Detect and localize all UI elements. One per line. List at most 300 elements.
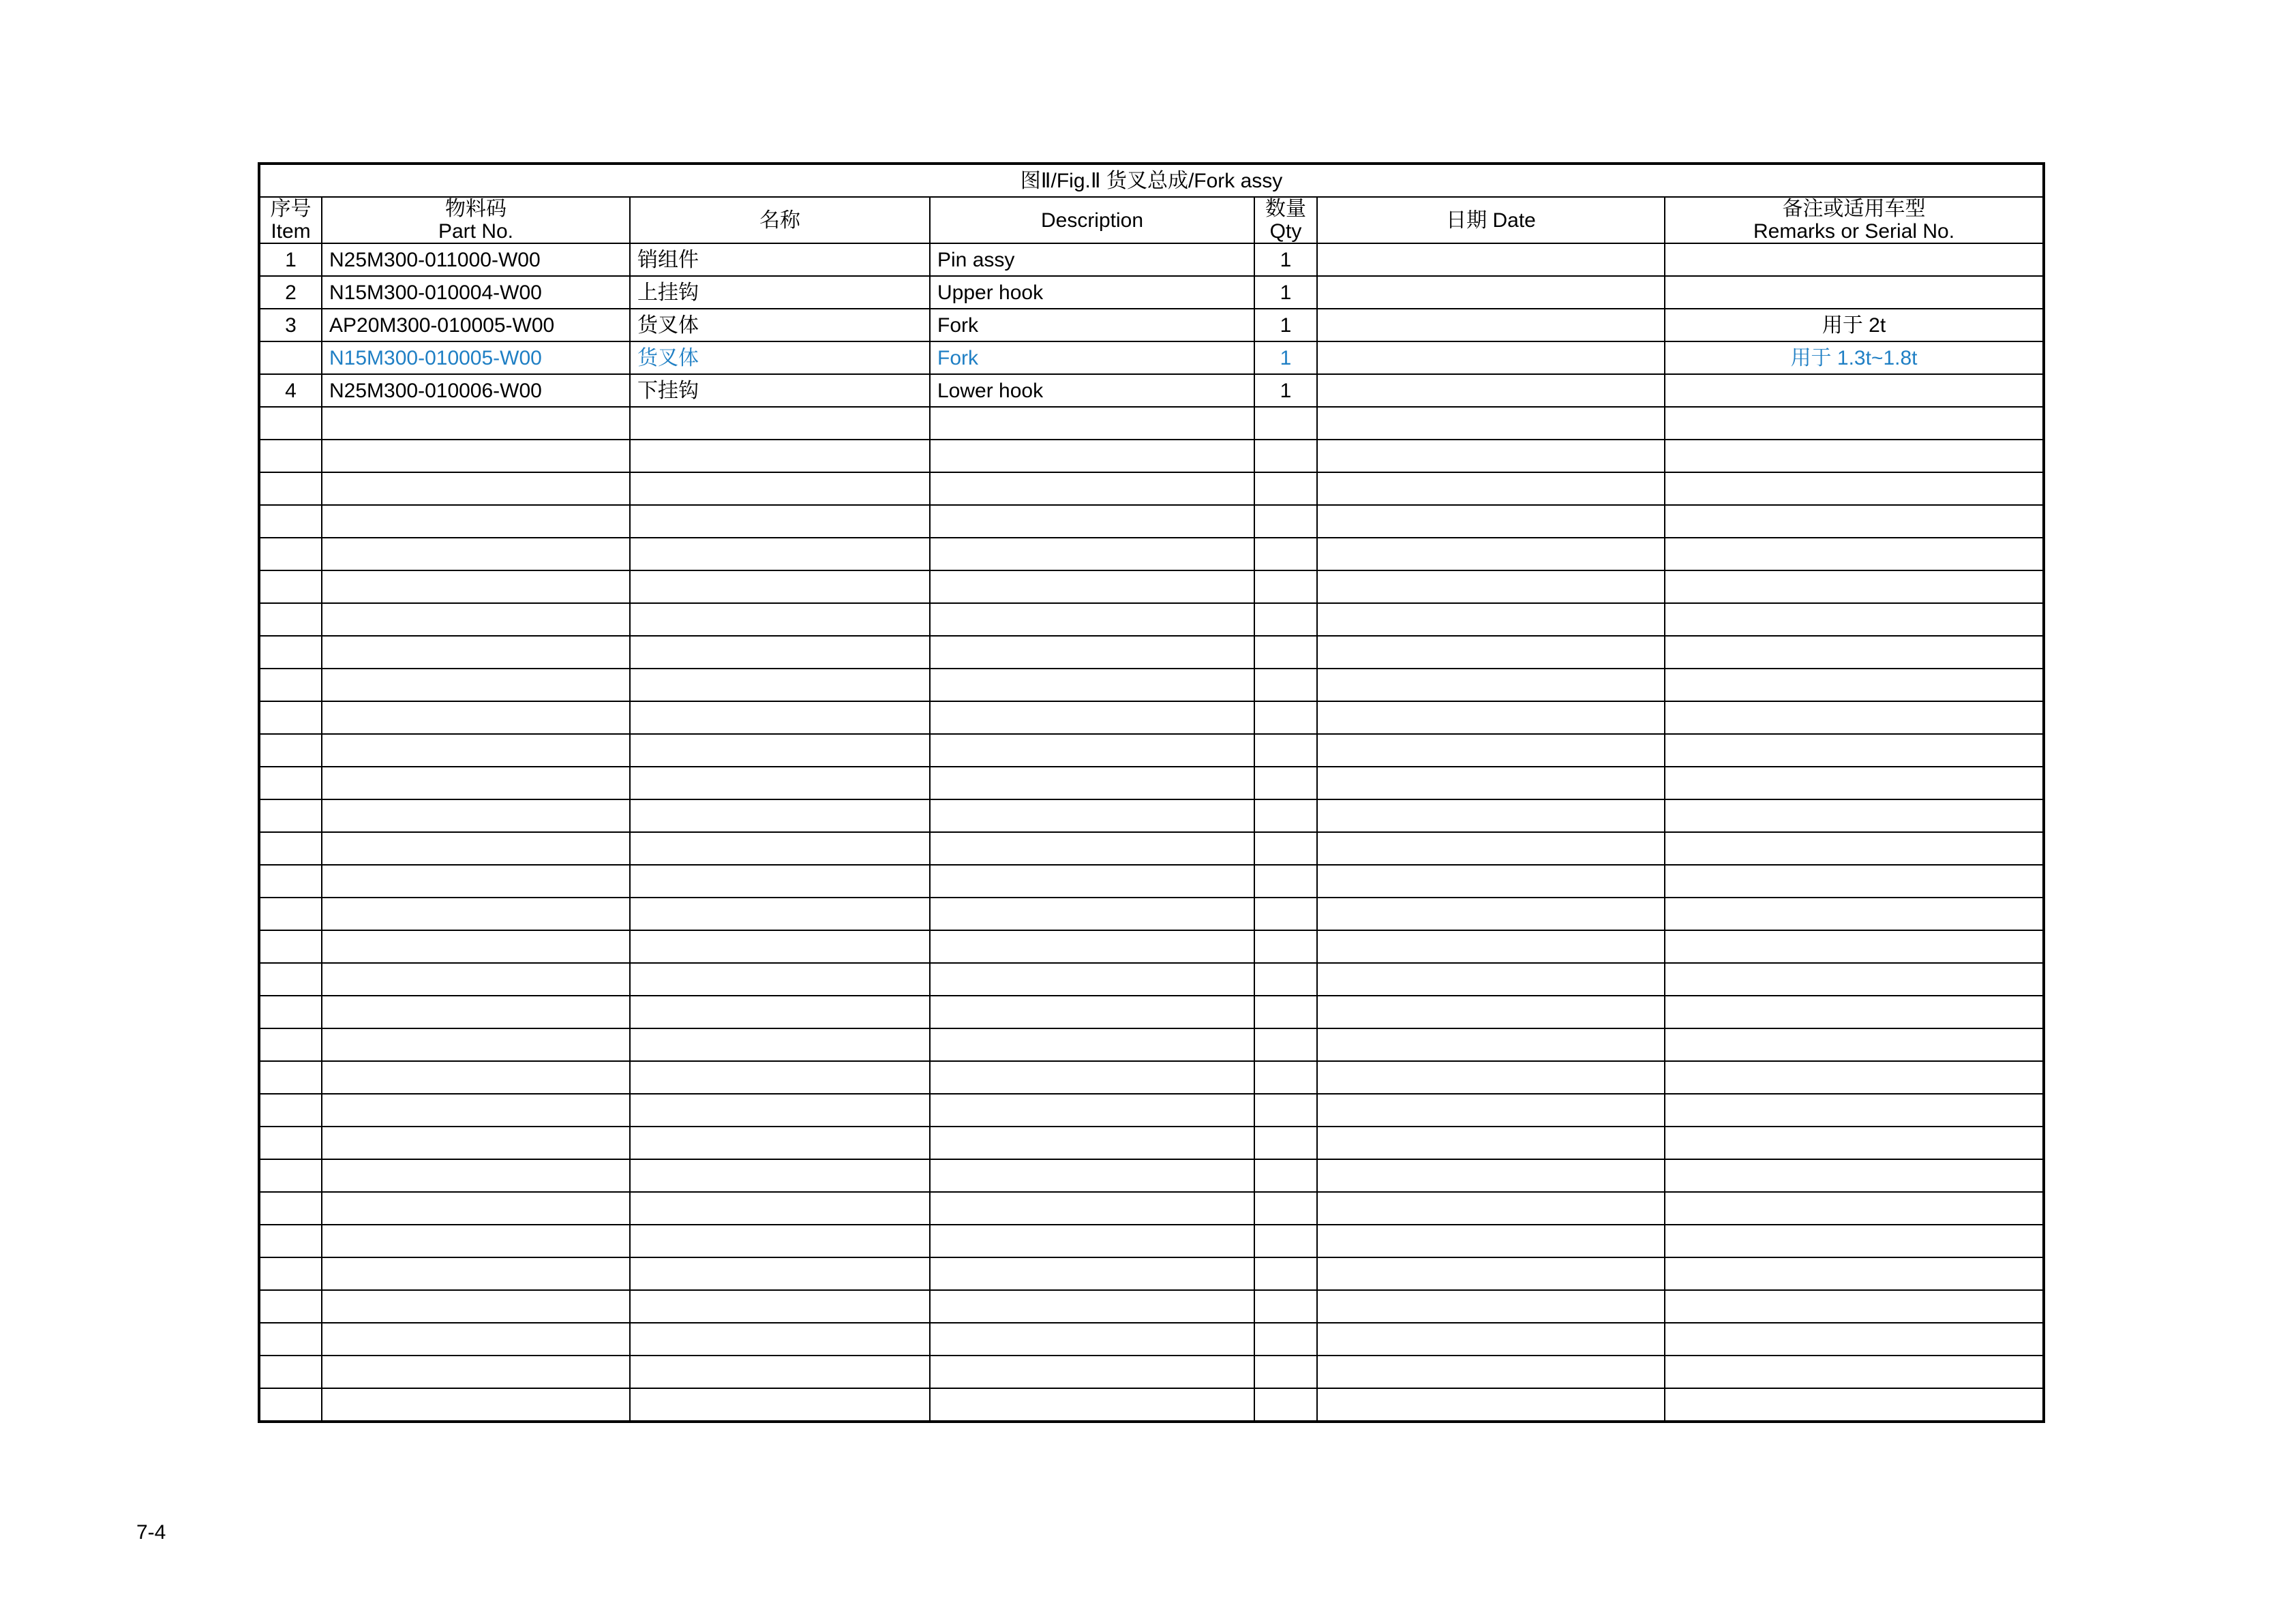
cell-empty	[322, 734, 630, 767]
cell-empty	[1317, 734, 1665, 767]
column-header-part-no	[322, 197, 630, 243]
table-row-empty	[259, 570, 2044, 603]
cell-empty	[259, 832, 322, 865]
column-header-item-line2: Item	[271, 220, 311, 243]
parts-list-table-container	[258, 162, 2042, 1423]
cell-empty	[630, 1192, 930, 1225]
cell-item: 3	[259, 309, 322, 341]
table-row	[259, 341, 2044, 374]
cell-empty	[259, 1094, 322, 1127]
cell-empty	[322, 538, 630, 570]
cell-empty	[259, 865, 322, 898]
table-title-row	[259, 164, 2044, 197]
cell-empty	[930, 701, 1254, 734]
table-row-empty	[259, 1225, 2044, 1257]
cell-empty	[630, 1290, 930, 1323]
cell-empty	[259, 767, 322, 799]
cell-empty	[630, 407, 930, 440]
cell-empty	[930, 767, 1254, 799]
cell-empty	[322, 1159, 630, 1192]
cell-empty	[630, 799, 930, 832]
column-header-item	[259, 197, 322, 243]
cell-empty	[930, 636, 1254, 669]
cell-empty	[1317, 1159, 1665, 1192]
cell-empty	[322, 767, 630, 799]
cell-empty	[322, 1356, 630, 1388]
cell-qty: 1	[1254, 309, 1317, 341]
cell-empty	[930, 1159, 1254, 1192]
cell-description: Fork	[930, 309, 1254, 341]
cell-qty: 1	[1254, 341, 1317, 374]
cell-empty	[630, 1257, 930, 1290]
table-header-row	[259, 197, 2044, 243]
cell-empty	[322, 1127, 630, 1159]
column-header-description-line1: Description	[1040, 209, 1144, 232]
cell-empty	[630, 603, 930, 636]
cell-empty	[1254, 1356, 1317, 1388]
cell-empty	[1665, 1127, 2044, 1159]
cell-remarks: 用于 1.3t~1.8t	[1665, 341, 2044, 374]
cell-description: Pin assy	[930, 243, 1254, 276]
cell-empty	[1317, 1225, 1665, 1257]
cell-date	[1317, 309, 1665, 341]
column-header-date	[1317, 197, 1665, 243]
cell-empty	[1317, 1127, 1665, 1159]
cell-remarks	[1665, 243, 2044, 276]
cell-empty	[259, 963, 322, 996]
cell-empty	[1254, 963, 1317, 996]
cell-empty	[1254, 1127, 1317, 1159]
cell-empty	[930, 1225, 1254, 1257]
cell-empty	[1665, 603, 2044, 636]
cell-empty	[930, 1323, 1254, 1356]
cell-empty	[930, 898, 1254, 930]
cell-empty	[322, 636, 630, 669]
cell-empty	[630, 963, 930, 996]
cell-empty	[322, 963, 630, 996]
cell-empty	[322, 832, 630, 865]
table-row-empty	[259, 636, 2044, 669]
column-header-remarks-line2: Remarks or Serial No.	[1753, 220, 1955, 243]
cell-date	[1317, 374, 1665, 407]
cell-empty	[259, 799, 322, 832]
cell-empty	[1254, 1094, 1317, 1127]
cell-empty	[1317, 603, 1665, 636]
cell-empty	[630, 865, 930, 898]
cell-empty	[1665, 1323, 2044, 1356]
cell-empty	[1317, 1356, 1665, 1388]
cell-empty	[322, 603, 630, 636]
column-header-description	[930, 197, 1254, 243]
cell-empty	[1665, 1225, 2044, 1257]
cell-part-no: N15M300-010004-W00	[322, 276, 630, 309]
cell-empty	[630, 1225, 930, 1257]
cell-date	[1317, 341, 1665, 374]
cell-empty	[259, 1061, 322, 1094]
cell-empty	[1665, 930, 2044, 963]
cell-empty	[930, 1356, 1254, 1388]
cell-empty	[1254, 930, 1317, 963]
cell-empty	[1665, 440, 2044, 472]
cell-empty	[322, 1257, 630, 1290]
cell-empty	[1665, 1192, 2044, 1225]
cell-empty	[1254, 1192, 1317, 1225]
cell-empty	[322, 1225, 630, 1257]
cell-empty	[322, 1094, 630, 1127]
cell-empty	[259, 440, 322, 472]
table-row-empty	[259, 440, 2044, 472]
cell-empty	[1254, 1388, 1317, 1422]
cell-empty	[322, 701, 630, 734]
cell-empty	[1665, 472, 2044, 505]
cell-empty	[1665, 832, 2044, 865]
cell-empty	[259, 1159, 322, 1192]
cell-empty	[259, 1127, 322, 1159]
column-header-name-line1: 名称	[759, 209, 800, 232]
cell-empty	[259, 636, 322, 669]
cell-empty	[1317, 570, 1665, 603]
table-title: 图Ⅱ/Fig.Ⅱ 货叉总成/Fork assy	[259, 164, 2044, 197]
column-header-date-line1: 日期 Date	[1446, 209, 1536, 232]
table-row	[259, 276, 2044, 309]
cell-empty	[630, 636, 930, 669]
cell-empty	[630, 734, 930, 767]
cell-empty	[259, 734, 322, 767]
cell-empty	[1665, 1356, 2044, 1388]
cell-empty	[1665, 865, 2044, 898]
cell-empty	[1254, 538, 1317, 570]
cell-empty	[930, 1028, 1254, 1061]
cell-empty	[630, 832, 930, 865]
cell-part-no: N15M300-010005-W00	[322, 341, 630, 374]
cell-empty	[1665, 407, 2044, 440]
cell-part-no: AP20M300-010005-W00	[322, 309, 630, 341]
table-row	[259, 374, 2044, 407]
cell-qty: 1	[1254, 243, 1317, 276]
cell-empty	[1254, 734, 1317, 767]
cell-empty	[930, 603, 1254, 636]
parts-list-body	[259, 164, 2044, 1422]
cell-description: Lower hook	[930, 374, 1254, 407]
table-row-empty	[259, 1094, 2044, 1127]
cell-empty	[259, 1356, 322, 1388]
cell-empty	[630, 1388, 930, 1422]
table-row-empty	[259, 505, 2044, 538]
cell-empty	[322, 865, 630, 898]
column-header-remarks-line1: 备注或适用车型	[1782, 198, 1926, 220]
column-header-item-line1: 序号	[270, 198, 312, 220]
table-row-empty	[259, 734, 2044, 767]
cell-empty	[1317, 701, 1665, 734]
cell-empty	[1254, 440, 1317, 472]
cell-remarks	[1665, 374, 2044, 407]
cell-empty	[259, 1290, 322, 1323]
cell-qty: 1	[1254, 276, 1317, 309]
cell-empty	[930, 1388, 1254, 1422]
table-row-empty	[259, 1323, 2044, 1356]
parts-list-table	[258, 162, 2045, 1423]
cell-empty	[630, 930, 930, 963]
cell-empty	[930, 669, 1254, 701]
cell-empty	[259, 538, 322, 570]
column-header-remarks	[1665, 197, 2044, 243]
cell-empty	[1665, 1290, 2044, 1323]
column-header-qty-line1: 数量	[1265, 198, 1306, 220]
cell-empty	[1317, 1323, 1665, 1356]
cell-empty	[259, 669, 322, 701]
cell-part-no: N25M300-011000-W00	[322, 243, 630, 276]
cell-empty	[930, 472, 1254, 505]
cell-empty	[1665, 636, 2044, 669]
table-row-empty	[259, 832, 2044, 865]
cell-empty	[1317, 538, 1665, 570]
cell-empty	[1317, 1094, 1665, 1127]
table-row-empty	[259, 603, 2044, 636]
cell-empty	[259, 930, 322, 963]
cell-empty	[930, 963, 1254, 996]
cell-empty	[1665, 538, 2044, 570]
table-row-empty	[259, 1127, 2044, 1159]
cell-name: 上挂钩	[630, 276, 930, 309]
cell-empty	[322, 996, 630, 1028]
table-row-empty	[259, 865, 2044, 898]
cell-empty	[1317, 930, 1665, 963]
cell-empty	[630, 1127, 930, 1159]
cell-empty	[1665, 799, 2044, 832]
cell-name: 货叉体	[630, 309, 930, 341]
column-header-qty	[1254, 197, 1317, 243]
cell-empty	[259, 1225, 322, 1257]
cell-empty	[930, 570, 1254, 603]
cell-item: 1	[259, 243, 322, 276]
cell-empty	[259, 996, 322, 1028]
cell-empty	[259, 570, 322, 603]
cell-empty	[1254, 669, 1317, 701]
cell-empty	[1317, 669, 1665, 701]
cell-empty	[1254, 1290, 1317, 1323]
column-header-name	[630, 197, 930, 243]
cell-empty	[322, 898, 630, 930]
cell-empty	[630, 1323, 930, 1356]
table-row-empty	[259, 799, 2044, 832]
cell-empty	[1665, 701, 2044, 734]
cell-empty	[1665, 996, 2044, 1028]
table-row-empty	[259, 1290, 2044, 1323]
cell-empty	[1317, 1388, 1665, 1422]
cell-empty	[1665, 898, 2044, 930]
table-row	[259, 243, 2044, 276]
cell-empty	[930, 832, 1254, 865]
cell-empty	[1665, 1159, 2044, 1192]
cell-empty	[1254, 865, 1317, 898]
cell-empty	[1665, 1028, 2044, 1061]
table-row-empty	[259, 1388, 2044, 1422]
table-row-empty	[259, 701, 2044, 734]
cell-remarks: 用于 2t	[1665, 309, 2044, 341]
cell-empty	[930, 1192, 1254, 1225]
cell-date	[1317, 243, 1665, 276]
cell-empty	[259, 1257, 322, 1290]
page-number: 7-4	[136, 1521, 166, 1544]
cell-empty	[1317, 440, 1665, 472]
table-row	[259, 309, 2044, 341]
cell-item: 4	[259, 374, 322, 407]
cell-empty	[259, 1028, 322, 1061]
cell-empty	[1665, 1257, 2044, 1290]
cell-empty	[630, 767, 930, 799]
cell-empty	[1254, 1028, 1317, 1061]
cell-empty	[259, 1323, 322, 1356]
cell-empty	[630, 1061, 930, 1094]
cell-empty	[322, 799, 630, 832]
cell-empty	[630, 669, 930, 701]
cell-empty	[322, 1323, 630, 1356]
cell-empty	[930, 1061, 1254, 1094]
cell-empty	[930, 407, 1254, 440]
column-header-part-no-line1: 物料码	[445, 198, 507, 220]
table-row-empty	[259, 407, 2044, 440]
cell-empty	[630, 472, 930, 505]
cell-empty	[322, 440, 630, 472]
cell-empty	[322, 1192, 630, 1225]
cell-empty	[1665, 1388, 2044, 1422]
cell-empty	[259, 603, 322, 636]
cell-empty	[1665, 963, 2044, 996]
table-row-empty	[259, 1257, 2044, 1290]
cell-empty	[259, 1192, 322, 1225]
cell-empty	[1317, 865, 1665, 898]
cell-empty	[259, 407, 322, 440]
cell-empty	[1665, 767, 2044, 799]
cell-empty	[930, 505, 1254, 538]
cell-empty	[630, 996, 930, 1028]
cell-empty	[930, 996, 1254, 1028]
cell-empty	[930, 734, 1254, 767]
cell-empty	[1317, 963, 1665, 996]
cell-empty	[930, 799, 1254, 832]
table-row-empty	[259, 1356, 2044, 1388]
cell-empty	[1317, 636, 1665, 669]
column-header-qty-line2: Qty	[1269, 220, 1302, 243]
cell-empty	[259, 898, 322, 930]
table-row-empty	[259, 538, 2044, 570]
cell-item: 2	[259, 276, 322, 309]
table-row-empty	[259, 963, 2044, 996]
cell-empty	[630, 1159, 930, 1192]
cell-name: 销组件	[630, 243, 930, 276]
cell-empty	[1665, 1094, 2044, 1127]
cell-empty	[1317, 832, 1665, 865]
cell-empty	[1317, 472, 1665, 505]
cell-empty	[322, 472, 630, 505]
cell-qty: 1	[1254, 374, 1317, 407]
cell-empty	[322, 1290, 630, 1323]
cell-empty	[1254, 1159, 1317, 1192]
cell-empty	[1254, 701, 1317, 734]
cell-empty	[259, 701, 322, 734]
cell-empty	[930, 1094, 1254, 1127]
cell-empty	[1317, 996, 1665, 1028]
cell-empty	[1254, 799, 1317, 832]
cell-empty	[1254, 472, 1317, 505]
cell-empty	[322, 505, 630, 538]
cell-empty	[1254, 832, 1317, 865]
cell-remarks	[1665, 276, 2044, 309]
cell-empty	[1317, 1192, 1665, 1225]
cell-empty	[322, 930, 630, 963]
cell-empty	[1254, 505, 1317, 538]
cell-empty	[1317, 898, 1665, 930]
cell-empty	[630, 1356, 930, 1388]
cell-empty	[1254, 1257, 1317, 1290]
cell-empty	[1665, 734, 2044, 767]
table-row-empty	[259, 898, 2044, 930]
cell-empty	[1665, 570, 2044, 603]
cell-empty	[930, 440, 1254, 472]
cell-empty	[630, 440, 930, 472]
cell-empty	[1254, 898, 1317, 930]
cell-empty	[1317, 767, 1665, 799]
cell-item	[259, 341, 322, 374]
cell-empty	[259, 472, 322, 505]
cell-empty	[630, 505, 930, 538]
cell-empty	[1665, 669, 2044, 701]
cell-empty	[1317, 1028, 1665, 1061]
cell-empty	[1254, 570, 1317, 603]
cell-empty	[322, 669, 630, 701]
column-header-part-no-line2: Part No.	[438, 220, 514, 243]
cell-part-no: N25M300-010006-W00	[322, 374, 630, 407]
cell-empty	[930, 538, 1254, 570]
cell-description: Fork	[930, 341, 1254, 374]
cell-empty	[930, 865, 1254, 898]
cell-empty	[930, 1290, 1254, 1323]
cell-empty	[1317, 407, 1665, 440]
cell-empty	[259, 505, 322, 538]
cell-name: 货叉体	[630, 341, 930, 374]
cell-empty	[322, 407, 630, 440]
cell-empty	[1317, 1257, 1665, 1290]
cell-empty	[930, 930, 1254, 963]
cell-empty	[1317, 1290, 1665, 1323]
cell-empty	[322, 1028, 630, 1061]
table-row-empty	[259, 472, 2044, 505]
cell-empty	[1254, 1061, 1317, 1094]
cell-empty	[630, 570, 930, 603]
cell-empty	[1317, 799, 1665, 832]
table-row-empty	[259, 1192, 2044, 1225]
cell-empty	[259, 1388, 322, 1422]
table-row-empty	[259, 1061, 2044, 1094]
cell-date	[1317, 276, 1665, 309]
cell-empty	[1665, 505, 2044, 538]
cell-name: 下挂钩	[630, 374, 930, 407]
cell-empty	[1317, 1061, 1665, 1094]
cell-empty	[1254, 603, 1317, 636]
cell-empty	[1254, 767, 1317, 799]
table-row-empty	[259, 930, 2044, 963]
cell-empty	[1254, 996, 1317, 1028]
cell-empty	[322, 1061, 630, 1094]
table-row-empty	[259, 1028, 2044, 1061]
cell-description: Upper hook	[930, 276, 1254, 309]
table-row-empty	[259, 767, 2044, 799]
cell-empty	[930, 1257, 1254, 1290]
table-row-empty	[259, 1159, 2044, 1192]
table-row-empty	[259, 669, 2044, 701]
cell-empty	[322, 1388, 630, 1422]
cell-empty	[630, 701, 930, 734]
